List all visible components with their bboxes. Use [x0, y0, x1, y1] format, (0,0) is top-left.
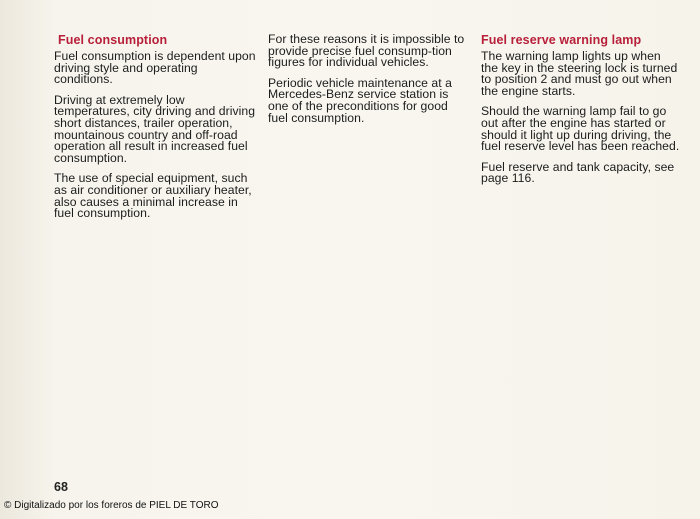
column-middle [268, 34, 468, 133]
paragraph: The warning lamp lights up when the key in the steering lock is turned to position 2 and must go out when the engine starts. [481, 49, 678, 98]
paragraph: Fuel consumption is dependent upon driving style and operating conditions. [54, 49, 256, 87]
scan-credit: © Digitalizado por los foreros de PIEL DE TORO [4, 500, 219, 511]
paragraph: The use of special equipment, such as air conditioner or auxiliary heater, also causes a minimal increase in fuel consumption. [54, 171, 252, 221]
paragraph: Should the warning lamp fail to go out after the engine has started or should it light up during driving, the fuel reserve level has been reached. [481, 104, 680, 154]
heading-fuel-reserve-warning-lamp: Fuel reserve warning lamp [481, 33, 642, 47]
heading-fuel-consumption: Fuel consumption [58, 33, 168, 47]
paragraph: Driving at extremely low temperatures, city driving and driving short distances, trailer operation, mountainous country and off-road operation all result in increased fuel consumption. [54, 92, 256, 165]
column-fuel-consumption [54, 33, 259, 229]
paragraph: Periodic vehicle maintenance at a Mercedes-Benz service station is one of the preconditions for good fuel consumption. [268, 75, 452, 125]
paragraph: Fuel reserve and tank capacity, see page 116. [481, 159, 675, 186]
page-number: 68 [54, 480, 68, 494]
column-fuel-reserve [481, 33, 681, 194]
paragraph: For these reasons it is impossible to provide precise fuel consump-tion figures for individual vehicles. [268, 32, 465, 70]
